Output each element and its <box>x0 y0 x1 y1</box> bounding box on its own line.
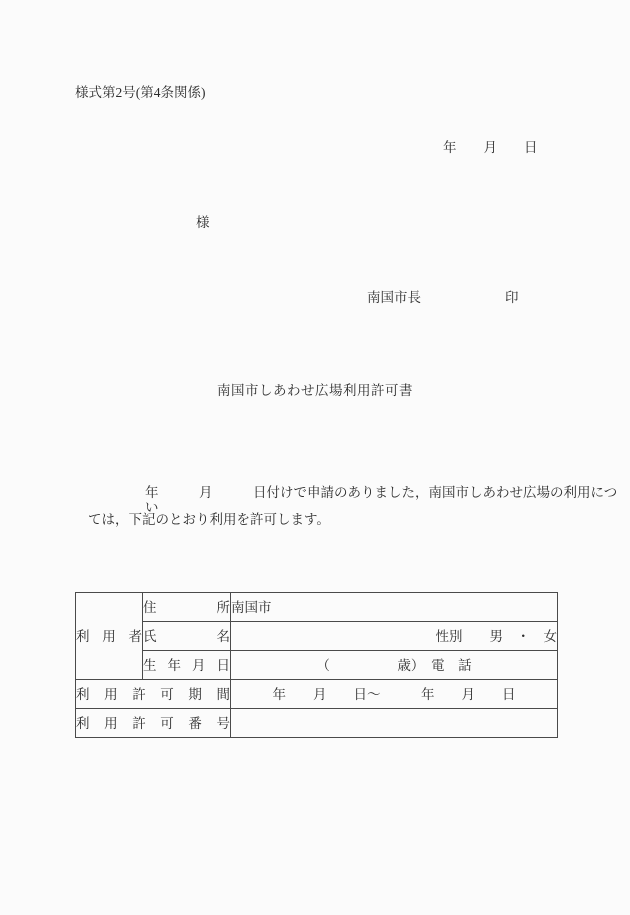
document-title: 南国市しあわせ広場利用許可書 <box>217 383 413 398</box>
permit-number-value <box>231 709 558 738</box>
address-label: 住所 <box>143 593 231 622</box>
permit-period-value: 年 月 日～ 年 月 日 <box>231 680 558 709</box>
table-row-birthdate <box>76 651 558 680</box>
body-text-line-2: ては，下記のとおり利用を許可します。 <box>88 512 330 527</box>
permit-period-label: 利用許可期間 <box>76 680 231 709</box>
address-value: 南国市 <box>231 593 558 622</box>
issuer-name: 南国市長 <box>367 290 421 305</box>
table-row-permit-number <box>76 709 558 738</box>
form-number: 様式第2号(第4条関係) <box>75 85 206 100</box>
seal-mark: 印 <box>505 290 519 305</box>
table-row-address <box>76 593 558 622</box>
birthdate-value: （ 歳） 電 話 <box>231 651 558 680</box>
user-group-label: 利用者 <box>76 593 143 680</box>
table-row-permit-period <box>76 680 558 709</box>
issue-date-line: 年 月 日 <box>443 140 538 155</box>
body-text-line-1: 年 月 日付けで申請のありました，南国市しあわせ広場の利用につい <box>145 485 618 515</box>
permit-number-label: 利用許可番号 <box>76 709 231 738</box>
name-label: 氏名 <box>143 622 231 651</box>
permit-table <box>75 592 558 738</box>
addressee-suffix: 様 <box>196 215 210 230</box>
name-value-sex-field: 性別 男 ・ 女 <box>231 622 558 651</box>
birthdate-label: 生年月日 <box>143 651 231 680</box>
table-row-name <box>76 622 558 651</box>
